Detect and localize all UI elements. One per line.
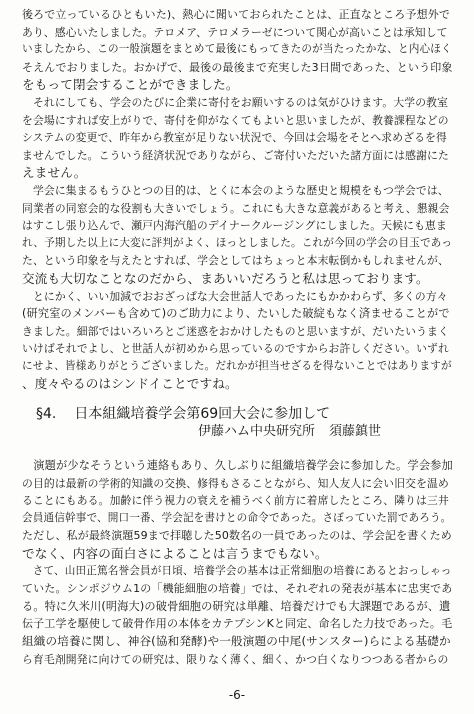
text-line: 伝子工学を駆使して破骨作用の本体をカテプシンKと同定、命名した力技であった。毛 bbox=[22, 617, 453, 631]
text-line: それにしても、学会のたびに企業に寄付をお願いするのは気がひけます。大学の教室 bbox=[22, 95, 449, 109]
text-line: れ、予期した以上に大変に評判がよく、ほっとしました。これが今回の学会の目玉であっ bbox=[22, 236, 453, 249]
text-line: システムの変更で、昨年から教室が足りない状況で、今回は会場をそとへ求めざるを得 bbox=[22, 131, 447, 145]
text-line: さて、山田正篤名誉会員が日頃、培養学会の基本は正常細胞の培養にあるとおっしゃっ bbox=[22, 564, 452, 577]
section-number: §4. bbox=[36, 406, 57, 422]
text-line: る。特に久米川(明海大)の破骨細胞の研究は単離、培養だけでも大課題であるが、遺 bbox=[22, 599, 451, 613]
text-line: そえんでおりました。おかげで、最後の最後まで充実した3日間であった、という印象 bbox=[22, 60, 453, 74]
author-affiliation: 伊藤ハム中央研究所 bbox=[198, 424, 316, 439]
text-line: 会員通信幹事で、開口一番、学会記を書けとの命令であった。さぼっていた罰であろう。 bbox=[22, 511, 452, 524]
text-line: た、という印象を与えたとすれば、学会としてはちょっと本末転倒かもしれませんが、 bbox=[22, 254, 449, 268]
text-line: あり、感心いたしました。テロメア、テロメラーゼについて関心が高いことは承知して bbox=[22, 25, 448, 39]
text-line: ていた。シンポジウム1の「機能細胞の培養」では、それぞれの発表が基本に忠実であ bbox=[22, 582, 453, 596]
text-line: えません。 bbox=[22, 165, 87, 181]
text-line: ただし、私が最終演題59まで拝聴した50数名の一員であったのは、学会記を書くため bbox=[22, 529, 452, 543]
text-line: 、度々やるのはシンドイことですね。 bbox=[22, 376, 238, 392]
text-line: はすこし張り込んで、瀬戸内海汽船のデイナークルージングにしました。天候にも恵ま bbox=[22, 219, 447, 233]
text-line: ませんでした。こういう経済状況でありながら、ご寄付いただいた諸方面には感謝にた bbox=[22, 148, 449, 162]
text-line: をもって閉会することができました。 bbox=[22, 77, 239, 93]
text-line: いましたから、この一般演題をまとめて最後にもってきたのが当たったかな、と内心ほく bbox=[22, 43, 452, 56]
text-line: いけばそれでよし、と世話人が初めから思っているのですからお許しください。いずれ bbox=[22, 342, 449, 356]
author-line bbox=[198, 423, 381, 440]
body-text-top bbox=[22, 6, 454, 393]
section-heading bbox=[36, 405, 330, 423]
text-line: とにかく、いい加減でおおざっぱな大会世話人であったにもかかわらず、多くの方々 bbox=[22, 289, 448, 303]
text-line: にせよ、皆様ありがとうございました。だれかが担当せざるを得ないことではありますが bbox=[22, 359, 452, 372]
text-line: きました。細部ではいろいろとご迷惑をおかけしたものと思いますが、だいたいうまく bbox=[22, 324, 449, 338]
text-line: ら育毛剤開発に向けての研究は、限りなく薄く、細く、かつ白くなりつつある者からの bbox=[22, 652, 449, 666]
text-line: 演題が少なそうという連絡もあり、久しぶりに組織培養学会に参加した。学会参加 bbox=[22, 459, 453, 472]
text-line: 同業者の同窓会的な役割も大きいでしょう。これにも大きな意義があると考え、懇親会 bbox=[22, 201, 450, 215]
text-line: 学会に集まるもうひとつの目的は、とくに本会のような歴史と規模をもつ学会では、 bbox=[22, 183, 449, 197]
author-name: 須藤鎮世 bbox=[329, 424, 382, 439]
text-line: でなく、内容の面白さによることは言うまでもない。 bbox=[22, 545, 328, 561]
text-line: 交流も大切なことなのだから、まあいいだろうと私は思っております。 bbox=[22, 270, 429, 286]
section-title: 日本組織培養学会第69回大会に参加して bbox=[74, 406, 331, 422]
text-line: ることにもある。加齢に伴う視力の衰えを補うべく前方に着席したところ、隣りは三井 bbox=[22, 494, 449, 508]
page-number: -6- bbox=[228, 688, 246, 702]
text-line: (研究室のメンバーも含めて)のご助力により、たいした破綻もなく済ませることがで bbox=[22, 307, 450, 321]
text-line: を会場にすれば安上がりで、寄付を仰がなくてもよいと思いましたが、教養課程などの bbox=[22, 113, 449, 127]
body-text-bottom bbox=[22, 457, 454, 668]
text-line: 組織の培養に関し、神谷(協和発酵)や一般演題の中尾(サンスター)らによる基礎か bbox=[22, 633, 451, 648]
text-line: の目的は最新の学術的知識の交換、修得もさることながら、知人友人に会い旧交を温め bbox=[22, 476, 449, 490]
text-line: 後ろで立っているひともいた)、熱心に聞いておられたことは、正直なところ予想外で bbox=[22, 8, 451, 21]
